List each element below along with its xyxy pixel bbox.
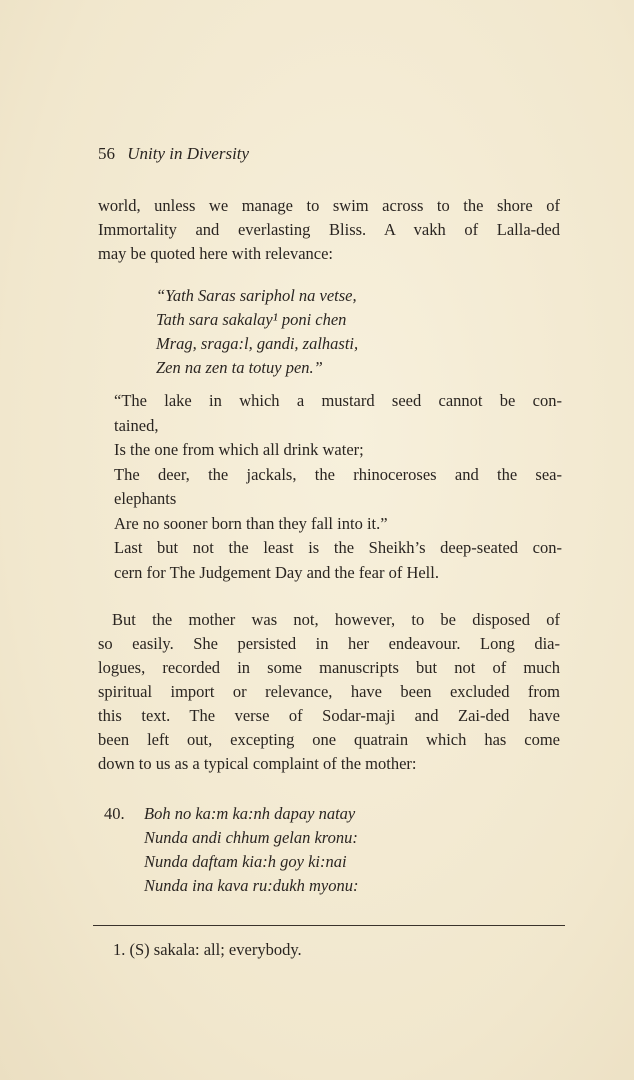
stanza-line: Boh no ka:m ka:nh dapay natay	[144, 804, 356, 823]
text-line: spiritual import or relevance, have been excluded from	[98, 682, 560, 701]
verse-line: Mrag, sraga:l, gandi, zalhasti,	[156, 334, 359, 353]
text-line: Immortality and everlasting Bliss. A vakh of Lalla-ded	[98, 220, 560, 239]
verse-line: Zen na zen ta totuy pen.”	[156, 358, 323, 377]
stanza-line: Nunda daftam kia:h goy ki:nai	[144, 852, 347, 871]
translation-line: The deer, the jackals, the rhinoceroses and the sea-	[114, 464, 562, 484]
translation-line: Last but not the least is the Sheikh’s deep-seated con-	[114, 538, 562, 557]
text-line: world, unless we manage to swim across to the shore of	[98, 196, 560, 215]
text-line: been left out, excepting one quatrain which has come	[98, 730, 560, 749]
paragraph-mother	[98, 608, 560, 776]
book-title: Unity in Diversity	[127, 144, 250, 163]
verse-line	[156, 308, 358, 332]
stanza-line: Nunda andi chhum gelan kronu:	[144, 828, 358, 847]
footnote-divider	[93, 925, 565, 926]
text-line: this text. The verse of Sodar-maji and Zai-ded have	[98, 706, 560, 725]
translation-line: “The lake in which a mustard seed cannot be con-	[114, 391, 562, 410]
page-number: 56	[98, 144, 115, 163]
stanza-line: Nunda ina kava ru:dukh myonu:	[144, 876, 359, 895]
stanza-lines	[144, 802, 358, 898]
text-line: may be quoted here with relevance:	[98, 244, 334, 263]
paragraph-continuation	[98, 194, 560, 266]
translation-line: Are no sooner born than they fall into it.”	[114, 513, 388, 533]
stanza-number: 40.	[104, 804, 125, 823]
text-line: logues, recorded in some manuscripts but not of much	[98, 658, 560, 677]
text-line: But the mother was not, however, to be disposed of	[112, 610, 560, 629]
vakh-verse	[156, 284, 358, 380]
translation-line: elephants	[114, 489, 177, 508]
text-line: so easily. She persisted in her endeavour. Long dia-	[98, 634, 560, 653]
verse-line-text: Tath sara sakalay¹ poni chen	[156, 310, 347, 329]
running-header	[98, 144, 249, 164]
translation-line: cern for The Judgement Day and the fear of Hell.	[114, 562, 439, 582]
verse-translation	[114, 389, 562, 585]
text-line: down to us as a typical complaint of the mother:	[98, 754, 417, 773]
footnote: 1. (S) sakala: all; everybody.	[113, 940, 302, 959]
translation-line: tained,	[114, 415, 159, 435]
verse-line: “Yath Saras sariphol na vetse,	[156, 286, 357, 305]
translation-line: Is the one from which all drink water;	[114, 440, 364, 459]
stanza-40	[104, 802, 358, 898]
